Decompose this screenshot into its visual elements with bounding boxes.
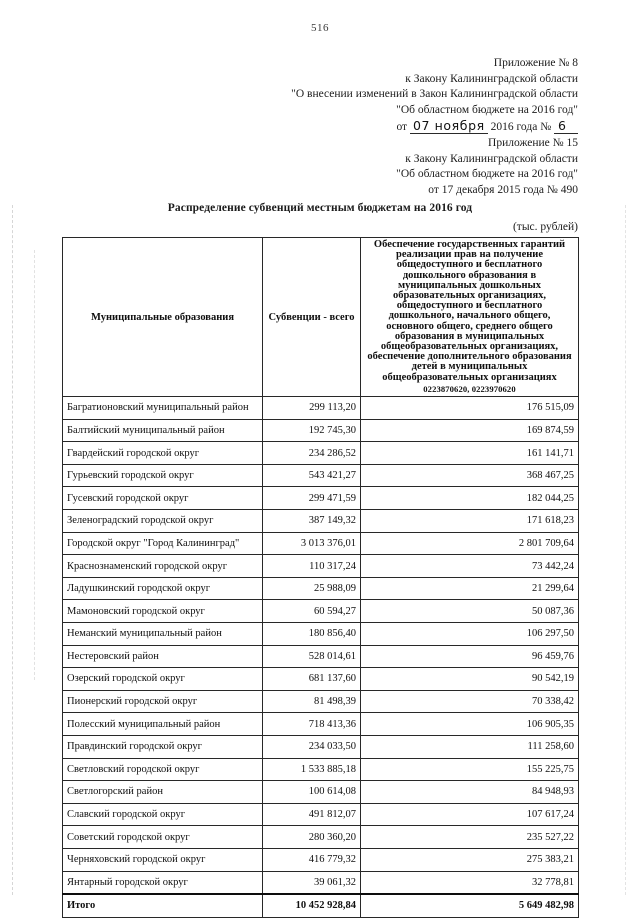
cell-subvention-total: 299 113,20 [263, 397, 361, 420]
cell-municipality-name: Черняховский городской округ [63, 848, 263, 871]
cell-subvention-total: 491 812,07 [263, 803, 361, 826]
table-head [63, 238, 579, 397]
cell-municipality-name: Озерский городской округ [63, 668, 263, 691]
cell-municipality-name: Полесский муниципальный район [63, 713, 263, 736]
cell-municipality-name: Светловский городской округ [63, 758, 263, 781]
table-row [63, 532, 579, 555]
cell-subvention-total: 387 149,32 [263, 510, 361, 533]
cell-total-label: Итого [63, 894, 263, 917]
cell-education-amount: 70 338,42 [361, 690, 579, 713]
cell-total-education-amount: 5 649 482,98 [361, 894, 579, 917]
date-handwritten-value: 07 ноября [410, 120, 488, 134]
table-row [63, 487, 579, 510]
table-row [63, 826, 579, 849]
cell-municipality-name: Багратионовский муниципальный район [63, 397, 263, 420]
scan-fold-line-left-2 [34, 250, 35, 680]
cell-subvention-total: 280 360,20 [263, 826, 361, 849]
appendix-primary-line-2: к Закону Калининградской области [405, 72, 578, 85]
table-row [63, 397, 579, 420]
table-row [63, 871, 579, 894]
table-total-row [63, 894, 579, 917]
cell-education-amount: 107 617,24 [361, 803, 579, 826]
cell-education-amount: 96 459,76 [361, 645, 579, 668]
cell-subvention-total: 39 061,32 [263, 871, 361, 894]
scan-fold-line-left [12, 205, 13, 895]
appendix-primary-date-line [291, 120, 578, 136]
cell-municipality-name: Гвардейский городской округ [63, 442, 263, 465]
appendix-primary-line-4: "Об областном бюджете на 2016 год" [396, 103, 578, 116]
cell-subvention-total: 25 988,09 [263, 577, 361, 600]
column-header-education-codes: 0223870620, 0223970620 [423, 383, 516, 394]
column-header-education-guarantees [361, 238, 579, 397]
cell-subvention-total: 180 856,40 [263, 622, 361, 645]
scan-fold-line-right [625, 205, 626, 895]
cell-education-amount: 90 542,19 [361, 668, 579, 691]
cell-subvention-total: 1 533 885,18 [263, 758, 361, 781]
date-prefix-label: от [396, 121, 408, 133]
document-number-label: № [540, 121, 552, 133]
cell-subvention-total: 718 413,36 [263, 713, 361, 736]
table-row [63, 848, 579, 871]
cell-subvention-total: 192 745,30 [263, 419, 361, 442]
cell-education-amount: 21 299,64 [361, 577, 579, 600]
appendix-secondary-line-2: к Закону Калининградской области [405, 152, 578, 165]
table-row [63, 735, 579, 758]
cell-municipality-name: Пионерский городской округ [63, 690, 263, 713]
cell-municipality-name: Гурьевский городской округ [63, 464, 263, 487]
column-header-subvention-total: Субвенции - всего [263, 238, 361, 397]
cell-education-amount: 111 258,60 [361, 735, 579, 758]
table-row [63, 713, 579, 736]
cell-education-amount: 84 948,93 [361, 781, 579, 804]
cell-subvention-total: 299 471,59 [263, 487, 361, 510]
table-row [63, 758, 579, 781]
cell-municipality-name: Неманский муниципальный район [63, 622, 263, 645]
cell-municipality-name: Краснознаменский городской округ [63, 555, 263, 578]
cell-municipality-name: Янтарный городской округ [63, 871, 263, 894]
table-row [63, 555, 579, 578]
appendix-primary-line-3: "О внесении изменений в Закон Калининградской области [291, 88, 578, 100]
cell-municipality-name: Мамоновский городской округ [63, 600, 263, 623]
cell-education-amount: 169 874,59 [361, 419, 579, 442]
table-row [63, 600, 579, 623]
cell-education-amount: 235 527,22 [361, 826, 579, 849]
cell-subvention-total: 234 286,52 [263, 442, 361, 465]
cell-subvention-total: 60 594,27 [263, 600, 361, 623]
appendix-block-primary [291, 56, 578, 136]
table-row [63, 622, 579, 645]
table-row [63, 690, 579, 713]
cell-municipality-name: Советский городской округ [63, 826, 263, 849]
cell-municipality-name: Городской округ "Город Калининград" [63, 532, 263, 555]
units-label: (тыс. рублей) [512, 221, 578, 233]
table-body [63, 397, 579, 918]
table-row [63, 645, 579, 668]
page-number: 516 [311, 22, 329, 34]
table-row [63, 577, 579, 600]
table-row [63, 510, 579, 533]
cell-education-amount: 155 225,75 [361, 758, 579, 781]
cell-subvention-total: 416 779,32 [263, 848, 361, 871]
cell-municipality-name: Балтийский муниципальный район [63, 419, 263, 442]
table-row [63, 464, 579, 487]
cell-municipality-name: Гусевский городской округ [63, 487, 263, 510]
cell-education-amount: 368 467,25 [361, 464, 579, 487]
cell-municipality-name: Зеленоградский городской округ [63, 510, 263, 533]
cell-education-amount: 182 044,25 [361, 487, 579, 510]
cell-education-amount: 275 383,21 [361, 848, 579, 871]
appendix-primary-line-1: Приложение № 8 [493, 57, 578, 69]
appendix-block-secondary [396, 136, 578, 198]
cell-municipality-name: Светлогорский район [63, 781, 263, 804]
column-header-education-description: Обеспечение государственных гарантий реализации прав на получение общедоступного и бесплатного дошкольного образования в муниципальных дошкольных образовательных организациях, общедоступного и бесплатного дошкольного, начального общего, основного общего, среднего общего образования в муниципальных общеобразовательных организациях, обеспечение дополнительного образования детей в муниципальных общеобразовательных организациях [367, 239, 572, 383]
cell-education-amount: 2 801 709,64 [361, 532, 579, 555]
table-row [63, 442, 579, 465]
table-row [63, 419, 579, 442]
cell-education-amount: 32 778,81 [361, 871, 579, 894]
cell-education-amount: 176 515,09 [361, 397, 579, 420]
subventions-table-wrapper [62, 237, 578, 918]
cell-education-amount: 161 141,71 [361, 442, 579, 465]
cell-subvention-total: 3 013 376,01 [263, 532, 361, 555]
cell-subvention-total: 100 614,08 [263, 781, 361, 804]
cell-subvention-total: 110 317,24 [263, 555, 361, 578]
table-header-row [63, 238, 579, 397]
cell-subvention-total: 234 033,50 [263, 735, 361, 758]
cell-education-amount: 50 087,36 [361, 600, 579, 623]
table-row [63, 668, 579, 691]
cell-municipality-name: Правдинский городской округ [63, 735, 263, 758]
column-header-municipality: Муниципальные образования [63, 238, 263, 397]
cell-municipality-name: Славский городской округ [63, 803, 263, 826]
cell-municipality-name: Ладушкинский городской округ [63, 577, 263, 600]
appendix-secondary-line-4: от 17 декабря 2015 года № 490 [428, 183, 578, 196]
cell-education-amount: 106 297,50 [361, 622, 579, 645]
table-row [63, 803, 579, 826]
cell-education-amount: 106 905,35 [361, 713, 579, 736]
cell-subvention-total: 528 014,61 [263, 645, 361, 668]
cell-subvention-total: 681 137,60 [263, 668, 361, 691]
table-row [63, 781, 579, 804]
date-year-label: 2016 года [490, 121, 538, 133]
cell-municipality-name: Нестеровский район [63, 645, 263, 668]
cell-total-subvention-total: 10 452 928,84 [263, 894, 361, 917]
document-number-handwritten-value: 6 [554, 120, 578, 134]
cell-subvention-total: 543 421,27 [263, 464, 361, 487]
subventions-table [62, 237, 579, 918]
cell-education-amount: 73 442,24 [361, 555, 579, 578]
appendix-secondary-line-3: "Об областном бюджете на 2016 год" [396, 168, 578, 180]
document-title: Распределение субвенций местным бюджетам на 2016 год [167, 202, 473, 214]
cell-subvention-total: 81 498,39 [263, 690, 361, 713]
appendix-secondary-line-1: Приложение № 15 [488, 137, 578, 149]
cell-education-amount: 171 618,23 [361, 510, 579, 533]
